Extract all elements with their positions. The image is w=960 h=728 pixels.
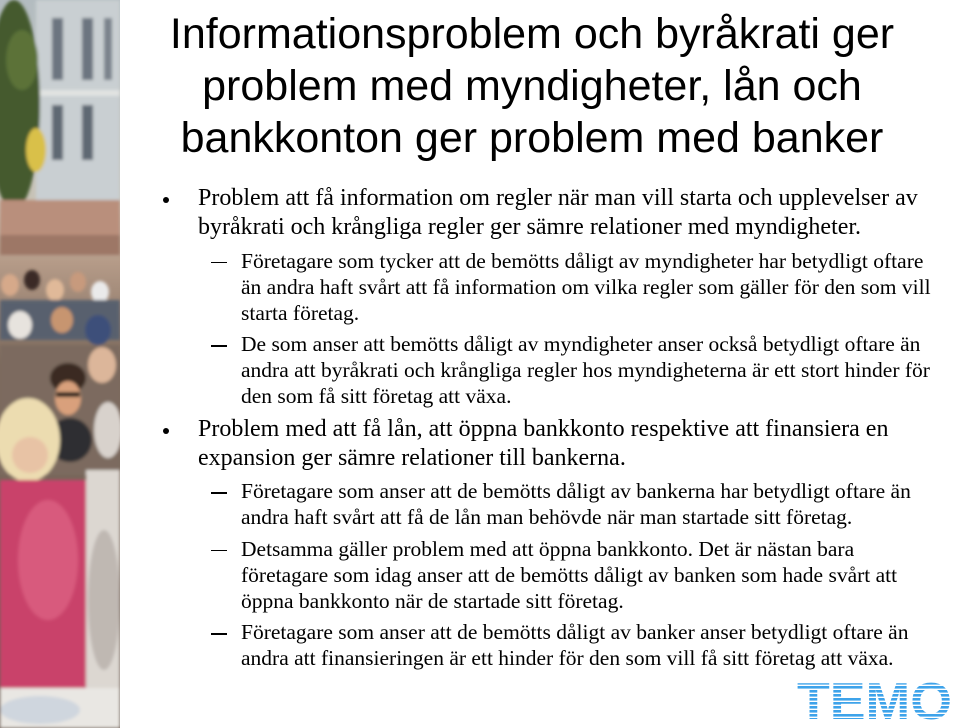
- sub-bullet-text-line: andra att finansieringen är ett hinder för den som vill få sitt företag att växa.: [241, 646, 894, 670]
- bullet-list: [160, 184, 950, 671]
- sub-bullet-text-line: andra haft svårt att få de lån man behövde när man startade sitt företag.: [241, 505, 853, 529]
- sub-bullet-text-line: Detsamma gäller problem med att öppna bankkonto. Det är nästan bara: [241, 536, 855, 561]
- sub-bullet-text-line: Företagare som anser att de bemötts dåligt av banker anser betydligt oftare än: [241, 620, 909, 644]
- dash-icon: [211, 633, 227, 635]
- sub-bullet-item: [160, 478, 950, 530]
- title-line: Informationsproblem och byråkrati ger: [169, 10, 895, 58]
- dash-icon: [211, 262, 227, 264]
- crowd-photo: [0, 0, 120, 728]
- title-line: bankkonton ger problem med banker: [180, 114, 884, 162]
- bullet-item: [160, 184, 950, 409]
- sub-bullet-text-line: Företagare som tycker att de bemötts dåligt av myndigheter har betydligt oftare: [241, 248, 924, 273]
- bullet-text: [160, 415, 950, 473]
- slide-title: [124, 8, 940, 164]
- logo-text: TEMO: [797, 678, 952, 722]
- sub-bullet-text-line: än andra haft svårt att få information om vilka regler som gäller för den som vill: [241, 274, 931, 299]
- bullet-dot-icon: [163, 428, 169, 434]
- sub-bullet-text-line: den som få sitt företag att växa.: [241, 384, 512, 408]
- dash-icon: [211, 492, 227, 494]
- sub-bullet-text-line: öppna bankkonto när de startade sitt företag.: [241, 588, 624, 613]
- sub-bullet-text-line: Företagare som anser att de bemötts dåligt av bankerna har betydligt oftare än: [241, 479, 911, 503]
- dash-icon: [211, 345, 227, 347]
- bullet-dot-icon: [163, 197, 169, 203]
- bullet-text: [160, 184, 950, 242]
- sub-bullet-text-line: starta företag.: [241, 300, 360, 325]
- bullet-item: [160, 415, 950, 672]
- sub-bullet-item: [160, 536, 950, 614]
- temo-logo: [795, 678, 955, 722]
- sub-bullet-item: [160, 331, 950, 409]
- sub-bullet-item: [160, 248, 950, 326]
- bullet-text-line: Problem att få information om regler när man vill starta och upplevelser av: [198, 185, 918, 211]
- dash-icon: [211, 550, 227, 552]
- sub-bullet-item: [160, 619, 950, 671]
- sub-bullet-text-line: andra att byråkrati och krångliga regler hos myndigheterna är ett stort hinder för: [241, 358, 930, 382]
- bullet-text-line: expansion ger sämre relationer till bankerna.: [198, 444, 626, 471]
- sub-bullet-text-line: De som anser att bemötts dåligt av myndigheter anser också betydligt oftare än: [241, 332, 921, 356]
- title-line: problem med myndigheter, lån och: [202, 62, 862, 110]
- bullet-text-line: Problem med att få lån, att öppna bankkonto respektive att finansiera en: [198, 415, 889, 442]
- bullet-text-line: byråkrati och krångliga regler ger sämre relationer med myndigheter.: [198, 214, 862, 240]
- sub-bullet-text-line: företagare som idag anser att de bemötts dåligt av banken som hade svårt att: [241, 562, 898, 587]
